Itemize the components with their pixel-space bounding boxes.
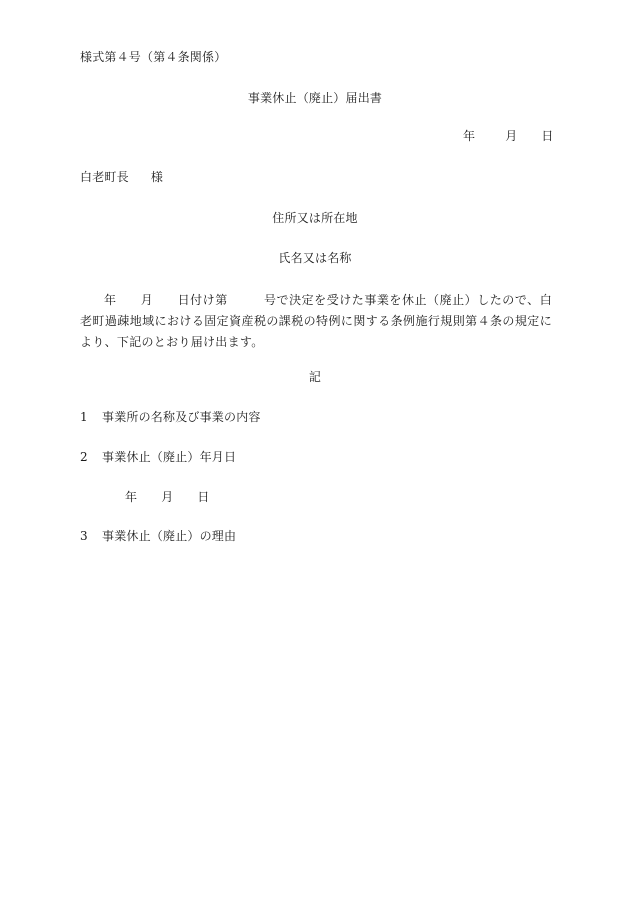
cessation-date — [125, 491, 210, 503]
item-label: 事業休止（廃止）の理由 — [102, 529, 237, 543]
date-month-label: 月 — [505, 129, 518, 143]
submission-date — [463, 130, 554, 142]
list-item — [80, 451, 236, 463]
item-number: 3 — [80, 529, 88, 543]
cessation-day-label: 日 — [197, 490, 210, 504]
addressee — [80, 171, 163, 183]
body-text-main: 号で決定を受けた事業を休止（廃止）したので、白老町過疎地域における固定資産税の課税の特例に関する条例施行規則第４条の規定により、下記のとおり届け出ます。 — [80, 293, 552, 349]
date-year-label: 年 — [463, 129, 476, 143]
addressee-name: 白老町長 — [80, 170, 129, 184]
applicant-name-label: 氏名又は名称 — [278, 251, 352, 265]
list-item — [80, 530, 236, 542]
list-item — [80, 411, 261, 423]
document-title: 事業休止（廃止）届出書 — [247, 91, 383, 105]
applicant-address-label: 住所又は所在地 — [272, 211, 358, 225]
date-day-label: 日 — [541, 129, 554, 143]
item-label: 事業休止（廃止）年月日 — [102, 450, 237, 464]
cessation-month-label: 月 — [161, 490, 174, 504]
addressee-honorific: 様 — [150, 170, 164, 184]
ki-heading: 記 — [308, 370, 322, 384]
item-label: 事業所の名称及び事業の内容 — [102, 410, 261, 424]
item-number: 1 — [80, 410, 88, 424]
notification-body — [80, 290, 552, 353]
cessation-year-label: 年 — [125, 490, 138, 504]
body-month: 月 — [140, 293, 154, 307]
body-day-ref: 日付け第 — [177, 293, 228, 307]
form-number: 様式第４号（第４条関係） — [80, 50, 227, 64]
item-number: 2 — [80, 450, 88, 464]
body-year: 年 — [104, 293, 117, 307]
